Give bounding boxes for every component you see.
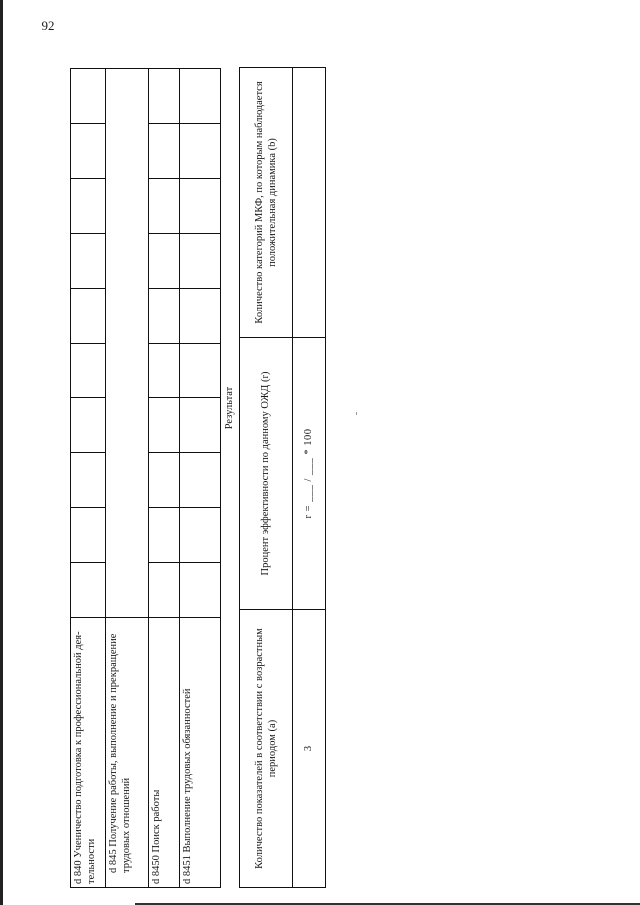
row-label: d 8450 Поиск работы <box>149 618 180 888</box>
table-cell <box>71 343 106 398</box>
table-cell <box>180 453 221 508</box>
table-cell <box>149 123 180 178</box>
table-cell-merged <box>106 69 149 618</box>
result-title: Результат <box>224 386 235 430</box>
table-cell <box>71 69 106 124</box>
result-value-row <box>293 68 326 888</box>
table-cell <box>71 123 106 178</box>
table-cell <box>149 453 180 508</box>
table-cell <box>149 398 180 453</box>
table-cell <box>71 508 106 563</box>
result-table <box>239 67 326 888</box>
activity-table <box>70 68 221 888</box>
table-cell <box>71 398 106 453</box>
header-efficiency-percent: Процент эффективности по данному ОЖД (r) <box>240 338 293 610</box>
table-cell <box>180 69 221 124</box>
table-row <box>180 69 221 888</box>
table-cell <box>71 288 106 343</box>
table-cell <box>180 343 221 398</box>
header-indicator-count: Количество показателей в соответствии с возрастным периодом (a) <box>240 610 293 888</box>
table-cell <box>180 398 221 453</box>
value-indicator-count: 3 <box>293 610 326 888</box>
table-cell <box>149 69 180 124</box>
scan-speck <box>356 412 357 415</box>
table-row <box>106 69 149 888</box>
row-label: d 845 Получение работы, выполнение и прекращение трудовых отношений <box>106 618 149 888</box>
table-cell <box>71 453 106 508</box>
scan-edge-left <box>0 0 3 905</box>
page-number: 92 <box>41 18 55 33</box>
result-header-row <box>240 68 293 888</box>
rotated-page <box>70 68 315 888</box>
table-cell <box>149 233 180 288</box>
table-cell <box>71 178 106 233</box>
row-label: d 840 Ученичество подготовка к профессиональной дея-тельности <box>71 618 106 888</box>
table-cell <box>180 563 221 618</box>
table-row <box>149 69 180 888</box>
table-cell <box>180 288 221 343</box>
value-efficiency-formula: r = ___ / ___ * 100 <box>293 338 326 610</box>
table-row <box>71 69 106 888</box>
table-cell <box>71 563 106 618</box>
page-content <box>70 68 315 888</box>
table-cell <box>149 563 180 618</box>
value-positive-dynamics <box>293 68 326 338</box>
table-cell <box>149 178 180 233</box>
table-cell <box>149 343 180 398</box>
table-cell <box>180 123 221 178</box>
table-cell <box>180 508 221 563</box>
table-cell <box>149 288 180 343</box>
table-cell <box>71 233 106 288</box>
table-cell <box>180 178 221 233</box>
table-cell <box>149 508 180 563</box>
header-positive-dynamics: Количество категорий МКФ, по которым наблюдается положительная динамика (b) <box>240 68 293 338</box>
table-cell <box>180 233 221 288</box>
row-label: d 8451 Выполнение трудовых обязанностей <box>180 618 221 888</box>
